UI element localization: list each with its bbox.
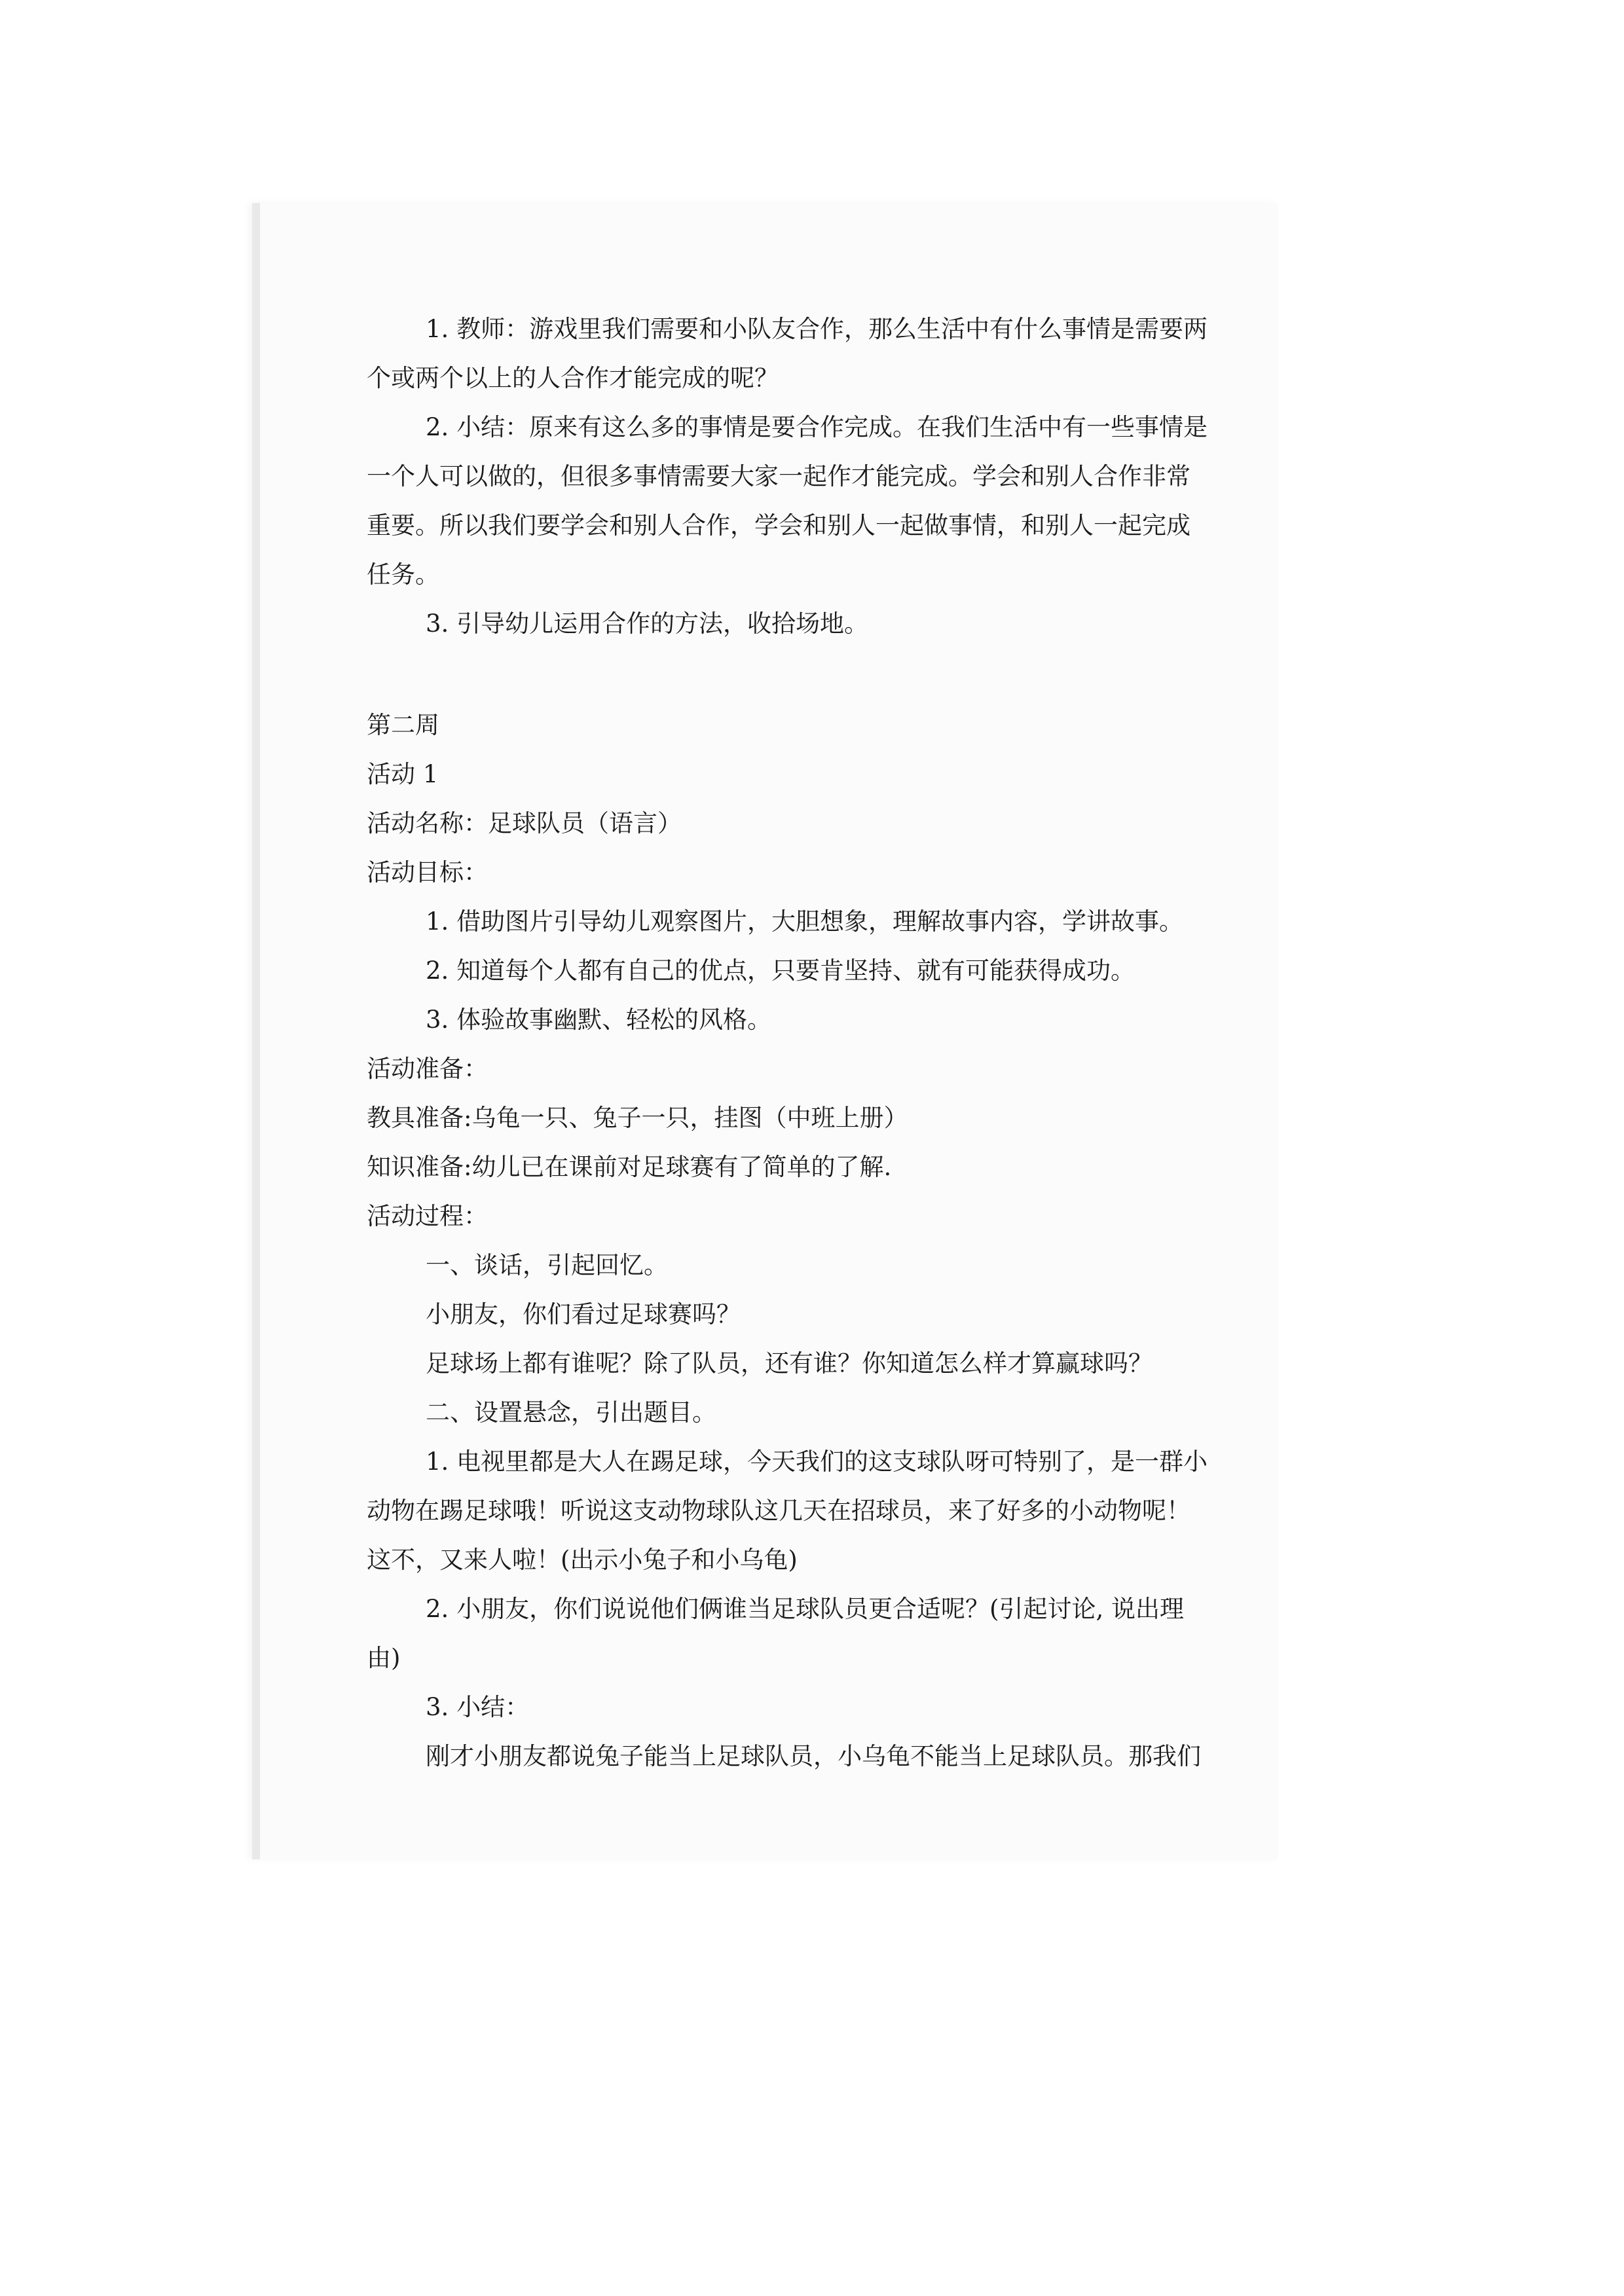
process-heading: 活动过程： <box>367 1202 488 1230</box>
paragraph: 2. 小结：原来有这么多的事情是要合作完成。在我们生活中有一些事情是 <box>426 413 1208 441</box>
goals-heading: 活动目标： <box>367 858 488 886</box>
paragraph: 重要。所以我们要学会和别人合作，学会和别人一起做事情，和别人一起完成 <box>367 511 1190 539</box>
goal-item: 3. 体验故事幽默、轻松的风格。 <box>426 1006 772 1034</box>
goal-item: 1. 借助图片引导幼儿观察图片，大胆想象，理解故事内容，学讲故事。 <box>426 907 1184 936</box>
process-step: 足球场上都有谁呢？除了队员，还有谁？你知道怎么样才算赢球吗？ <box>426 1349 1153 1377</box>
prep-knowledge: 知识准备:幼儿已在课前对足球赛有了简单的了解. <box>367 1153 892 1181</box>
prep-heading: 活动准备： <box>367 1055 488 1083</box>
paragraph: 任务。 <box>367 560 439 589</box>
activity-name: 活动名称：足球队员（语言） <box>367 809 682 837</box>
paragraph: 1. 教师：游戏里我们需要和小队友合作，那么生活中有什么事情是需要两 <box>426 315 1208 343</box>
process-step: 刚才小朋友都说兔子能当上足球队员，小乌龟不能当上足球队员。那我们 <box>426 1742 1201 1770</box>
process-step: 二、设置悬念，引出题目。 <box>426 1398 716 1427</box>
paragraph: 一个人可以做的，但很多事情需要大家一起作才能完成。学会和别人合作非常 <box>367 462 1190 490</box>
activity-heading: 活动 1 <box>367 760 439 788</box>
process-step: 小朋友，你们看过足球赛吗？ <box>426 1300 741 1328</box>
goal-item: 2. 知道每个人都有自己的优点，只要肯坚持、就有可能获得成功。 <box>426 957 1135 985</box>
paragraph: 个或两个以上的人合作才能完成的呢？ <box>367 364 779 392</box>
process-step: 动物在踢足球哦！听说这支动物球队这几天在招球员，来了好多的小动物呢！ <box>367 1497 1190 1525</box>
process-step: 由) <box>367 1644 401 1672</box>
document-body <box>367 304 1218 1781</box>
process-step: 这不，又来人啦！(出示小兔子和小乌龟) <box>367 1546 798 1574</box>
process-step: 3. 小结： <box>426 1693 530 1721</box>
process-step: 1. 电视里都是大人在踢足球，今天我们的这支球队呀可特别了，是一群小 <box>426 1448 1208 1476</box>
week-heading: 第二周 <box>367 711 439 739</box>
process-step: 2. 小朋友，你们说说他们俩谁当足球队员更合适呢？(引起讨论, 说出理 <box>426 1595 1185 1623</box>
spacer <box>367 648 1218 701</box>
prep-tools: 教具准备:乌龟一只、兔子一只，挂图（中班上册） <box>367 1104 908 1132</box>
paragraph: 3. 引导幼儿运用合作的方法，收拾场地。 <box>426 610 869 638</box>
process-step: 一、谈话，引起回忆。 <box>426 1251 668 1279</box>
